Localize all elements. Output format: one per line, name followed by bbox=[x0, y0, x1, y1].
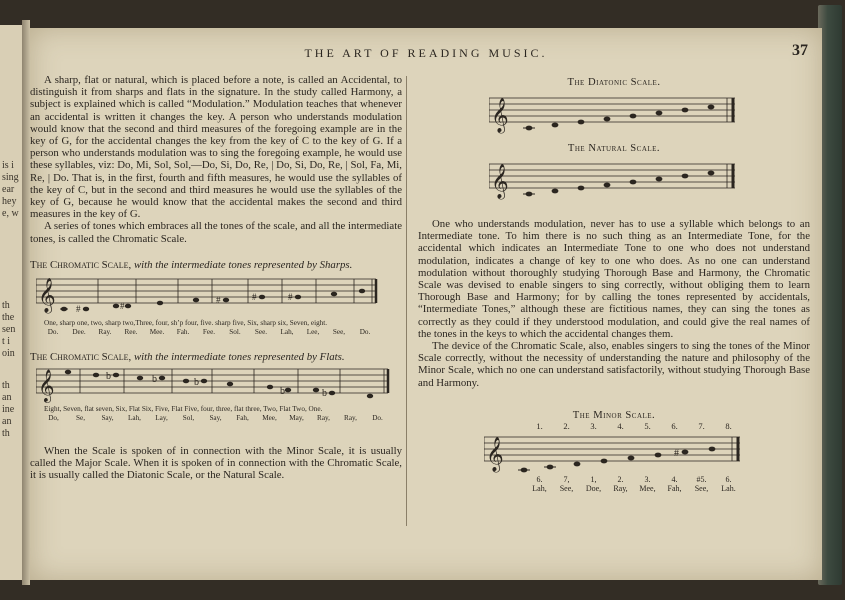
syllable: Ree. bbox=[124, 327, 138, 336]
svg-text:𝄞: 𝄞 bbox=[38, 370, 55, 402]
minor-bottom-numbers bbox=[418, 475, 810, 484]
page-number: 37 bbox=[792, 42, 808, 59]
syllable: Do. bbox=[359, 327, 371, 336]
syllable: Do. bbox=[47, 327, 59, 336]
syllable: Ray, bbox=[344, 413, 357, 422]
margin-fragment: an bbox=[2, 392, 12, 403]
running-header: THE ART OF READING MUSIC. bbox=[304, 46, 548, 60]
svg-text:𝄞: 𝄞 bbox=[486, 437, 504, 471]
syllable: Fah, bbox=[236, 413, 249, 422]
syllable: Se, bbox=[76, 413, 85, 422]
natural-scale-staff bbox=[489, 154, 739, 206]
margin-fragment: an bbox=[2, 416, 12, 427]
paragraph-accidental: A sharp, flat or natural, which is placed before a note, is called an Accidental, to distinguish it from sharps and flats in the signature. In the study called Harmony, a subject is explained which is called “Modulation.” Modulation teaches that whenever an accidental is written it changes the key. A person who understands modulation would know that the second and third measures of the foregoing example are in the key of G, for the accidental changes the key from the key of C to the key of G. If a person who understands modulation was to sing the foregoing example, he would use these syllables, viz: Do, Mi, Sol, Sol,—Do, Si, Do, Re, | Do, Si, Do, Re, | Sol, Fa, Mi, Re, | Do. That is, in the first, fourth and fifth measures, he would use the syllables of the key of C, but in the second and third measures he would use the syllables of the key of G, because he would know that the accidental makes the second and third measures in the key of G. bbox=[30, 74, 402, 221]
minor-syllables bbox=[418, 484, 810, 493]
right-column bbox=[418, 74, 810, 493]
column-divider bbox=[406, 76, 407, 526]
scale-degree: 8. bbox=[725, 420, 732, 431]
syllable: Lay, bbox=[155, 413, 168, 422]
svg-text:b: b bbox=[194, 376, 199, 388]
svg-text:b: b bbox=[106, 370, 111, 382]
svg-text:b: b bbox=[152, 373, 157, 385]
scale-degree: 2. bbox=[563, 420, 570, 431]
syllable: Fah. bbox=[176, 327, 190, 336]
scale-degree: 3. bbox=[590, 420, 597, 431]
minor-scale-heading: The Minor Scale. bbox=[572, 409, 656, 421]
diatonic-scale-heading: The Diatonic Scale. bbox=[567, 77, 661, 88]
svg-text:𝄞: 𝄞 bbox=[38, 278, 56, 312]
margin-fragment: ine bbox=[2, 404, 15, 415]
svg-text:𝄞: 𝄞 bbox=[491, 165, 509, 198]
syllable: Ray, bbox=[613, 483, 628, 493]
margin-fragment: th bbox=[2, 428, 10, 439]
margin-fragment: th bbox=[2, 300, 10, 311]
scale-degree: 6. bbox=[671, 420, 678, 431]
paragraph-minor-device: The device of the Chromatic Scale, also, enables singers to sing the tones of the Minor Scale correctly, without the necessity of understanding the nature and philosophy of the Minor Scale, which no one can understand satisfactorily, without studying Thorough Base and Harmony. bbox=[418, 340, 810, 389]
syllable: See. bbox=[254, 327, 268, 336]
syllable: Ray. bbox=[98, 327, 112, 336]
svg-text:#: # bbox=[288, 291, 293, 302]
paragraph-major-scale: When the Scale is spoken of in connection with the Minor Scale, it is usually called the Major Scale. When it is spoken of in connection with the Chromatic Scale, it is usually called the Diatonic Scale, or the Natural Scale. bbox=[30, 444, 402, 482]
scale-degree: 6. bbox=[725, 474, 732, 484]
syllable: See, bbox=[559, 483, 574, 493]
chromatic-sharps-heading bbox=[30, 259, 402, 271]
scale-degree: 3. bbox=[644, 474, 651, 484]
syllable: Doe, bbox=[585, 483, 602, 493]
scale-degree: 5. bbox=[644, 420, 651, 431]
margin-fragment: t i bbox=[2, 336, 11, 347]
scale-degree: 6. bbox=[536, 474, 543, 484]
syllable: Lah, bbox=[532, 483, 547, 493]
syllable: Mee, bbox=[639, 483, 656, 493]
left-column bbox=[30, 74, 402, 481]
scale-degree: 2. bbox=[617, 474, 624, 484]
syllable: Dee. bbox=[72, 327, 86, 336]
syllable: Do. bbox=[372, 413, 383, 422]
scale-degree: 4. bbox=[671, 474, 678, 484]
chromatic-sharps-staff bbox=[36, 271, 396, 319]
svg-text:#: # bbox=[216, 294, 221, 305]
svg-text:#: # bbox=[120, 300, 125, 311]
scale-degree: 7. bbox=[698, 420, 705, 431]
chromatic-flats-heading bbox=[30, 351, 402, 363]
svg-text:b: b bbox=[280, 385, 285, 397]
heading-italic: with the intermediate tones represented by Sharps. bbox=[133, 258, 353, 271]
syllable: Say, bbox=[209, 413, 222, 422]
scale-degree: 1, bbox=[590, 474, 597, 484]
heading-text: The Chromatic Scale, bbox=[30, 350, 132, 363]
book-gutter bbox=[22, 20, 30, 585]
margin-fragment: e, w bbox=[2, 208, 19, 219]
svg-text:𝄞: 𝄞 bbox=[491, 99, 509, 132]
margin-fragment: hey bbox=[2, 196, 17, 207]
margin-fragment: sing bbox=[2, 172, 19, 183]
syllable: Say, bbox=[101, 413, 114, 422]
book-page bbox=[30, 28, 822, 580]
svg-text:b: b bbox=[322, 387, 327, 399]
syllable: Ray, bbox=[317, 413, 330, 422]
syllable: Mee. bbox=[149, 327, 165, 336]
paragraph-chromatic-def: A series of tones which embraces all the tones of the scale, and all the intermediate tones, is called the Chromatic Scale. bbox=[30, 220, 402, 245]
syllable: Lah, bbox=[128, 413, 141, 422]
minor-scale-staff bbox=[484, 431, 744, 475]
diatonic-scale-staff bbox=[489, 88, 739, 140]
flats-number-labels: Eight, Seven, flat seven, Six, Flat Six, Five, Flat Five, four, three, flat three, Two, Flat Two, One. bbox=[44, 404, 323, 413]
margin-fragment: ear bbox=[2, 184, 15, 195]
chromatic-flats-staff bbox=[36, 363, 396, 405]
scale-degree: 4. bbox=[617, 420, 624, 431]
syllable: See, bbox=[694, 483, 709, 493]
margin-fragment: the bbox=[2, 312, 15, 323]
syllable: See, bbox=[332, 327, 346, 336]
natural-scale-heading: The Natural Scale. bbox=[567, 143, 661, 154]
heading-text: The Chromatic Scale, bbox=[30, 258, 132, 271]
margin-fragment: th bbox=[2, 380, 10, 391]
heading-italic: with the intermediate tones represented by Flats. bbox=[133, 350, 345, 363]
scale-degree: 7, bbox=[563, 474, 570, 484]
syllable: Lee, bbox=[306, 327, 320, 336]
syllable: Fee. bbox=[202, 327, 216, 336]
syllable: Lah, bbox=[280, 327, 294, 336]
left-page-edge bbox=[0, 25, 23, 580]
sharps-number-labels: One, sharp one, two, sharp two,Three, four, sh’p four, five. sharp five, Six, sharp six, Seven, eight. bbox=[44, 318, 328, 327]
syllable: May, bbox=[289, 413, 304, 422]
margin-fragment: is i bbox=[2, 160, 14, 171]
svg-text:#: # bbox=[674, 447, 679, 459]
syllable: Sol, bbox=[182, 413, 195, 422]
flats-syllable-row bbox=[30, 414, 402, 423]
syllable: Sol. bbox=[229, 327, 241, 336]
svg-text:#: # bbox=[76, 303, 81, 314]
scale-degree: #5. bbox=[696, 474, 707, 484]
minor-top-numbers bbox=[418, 421, 810, 431]
margin-fragment: oin bbox=[2, 348, 15, 359]
syllable: Lah. bbox=[721, 483, 736, 493]
scale-degree: 1. bbox=[536, 420, 543, 431]
margin-fragment: sen bbox=[2, 324, 16, 335]
svg-text:#: # bbox=[252, 291, 257, 302]
syllable: Do, bbox=[48, 413, 59, 422]
paragraph-modulation: One who understands modulation, never has to use a syllable which belongs to an Intermediate tone. To him there is no such thing as an Intermediate Tone, for the accidental which indicates an Intermediate Tone to one who does not understand modulation, indicates a change of key to one who does. As no one can understand modulation without thoroughly studying Thorough Base and Harmony, the Chromatic Scale was devised to enable singers to sing correctly, without obliging them to learn Thorough Base and Harmony; for by calling the tones represented by accidentals, “Intermediate Tones,” although these are fictitious names, they can sing the tones as correctly as they could if they understood modulation, and could give the real names of the tones in the keys to which the accidental changes them. bbox=[418, 218, 810, 340]
syllable: Mee, bbox=[262, 413, 277, 422]
syllable: Fah, bbox=[667, 483, 682, 493]
sharps-syllable-row bbox=[30, 328, 402, 337]
